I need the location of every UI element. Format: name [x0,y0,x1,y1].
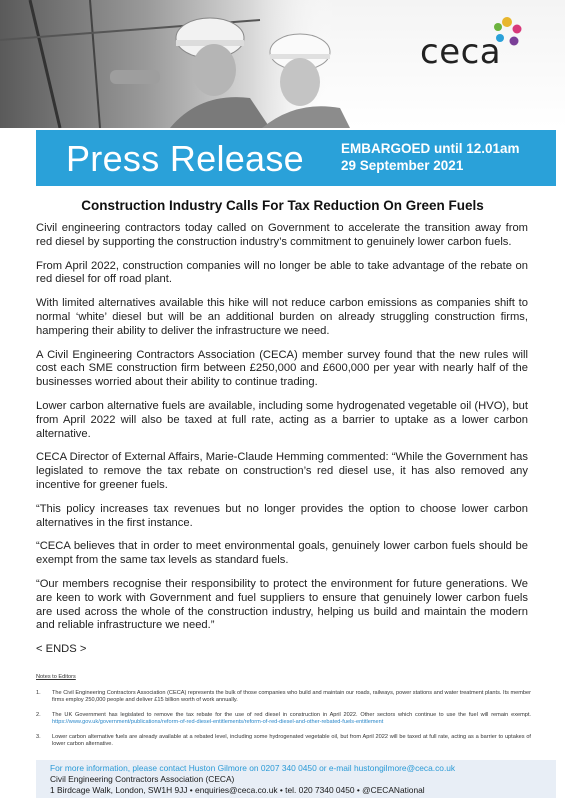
paragraph: Lower carbon alternative fuels are available, including some hydrogenated vegetable oil (HVO), but from April 2022 will also be taxed at full rate, acting as a barrier to uptake as a lower carbon alternative. [36,399,528,440]
press-release-banner [36,130,556,186]
note-number: 1. [36,690,41,696]
note-item [36,734,531,748]
footer-contact[interactable]: For more information, please contact Huston Gilmore on 0207 340 0450 or e-mail hustongilmore@ceca.co.uk [50,763,456,773]
paragraph: With limited alternatives available this hike will not reduce carbon emissions as companies shift to normal ‘white’ diesel but will be an additional burden on already struggling construction firms, hampering their ability to deliver the infrastructure we need. [36,297,528,337]
paragraph: CECA Director of External Affairs, Marie-Claude Hemming commented: “While the Government has legislated to remove the tax rebate on construction’s red diesel use, it has also removed any incentive for greener fuels. [36,451,528,491]
note-number: 3. [36,734,41,740]
footer-address: 1 Birdcage Walk, London, SW1H 9JJ • enquiries@ceca.co.uk • tel. 020 7340 0450 • @CECANational [50,785,425,795]
banner-title: Press Release [66,138,305,179]
note-number: 2. [36,712,41,718]
notes-title: Notes to Editors [36,674,76,680]
logo-text: ceca [420,32,502,72]
note-link[interactable]: https://www.gov.uk/government/publications/reform-of-red-diesel-entitlements/reform-of-red-diesel-and-other-rebated-fuels-entitlement [52,719,384,725]
note-text: Lower carbon alternative fuels are already available at a rebated level, including some hydrogenated vegetable oil, but from April 2022 will be taxed at full rate, acting as a barrier to uptakes of lower carbon alternative. [52,734,531,747]
note-item [36,712,531,726]
note-item [36,690,531,704]
headline: Construction Industry Calls For Tax Reduction On Green Fuels [81,198,484,213]
embargo-line-2: 29 September 2021 [341,158,464,173]
paragraph: Civil engineering contractors today called on Government to accelerate the transition away from red diesel by supporting the construction industry’s commitment to genuinely lower carbon fuels. [36,222,528,248]
ceca-logo [420,16,540,76]
footer-org: Civil Engineering Contractors Association (CECA) [50,774,235,784]
embargo-notice [341,140,520,174]
notes-to-editors [36,674,531,756]
note-text: The UK Government has legislated to remove the tax rebate for the use of red diesel in construction in April 2022. Other sectors which continue to use the fuel will remain exempt. [52,712,531,718]
ends-marker: < ENDS > [36,643,87,656]
article-body [36,222,528,667]
embargo-line-1: EMBARGOED until 12.01am [341,141,520,156]
note-text: The Civil Engineering Contractors Association (CECA) represents the bulk of those companies who build and maintain our roads, railways, power stations and water treatment plants. Its member firms employ 250,000 people and deliver £15 billion worth of work annually. [52,690,531,703]
paragraph: “This policy increases tax revenues but no longer provides the option to choose lower carbon alternatives in the first instance. [36,502,528,529]
paragraph: From April 2022, construction companies will no longer be able to take advantage of the rebate on red diesel for off road plant. [36,259,528,286]
paragraph: A Civil Engineering Contractors Association (CECA) member survey found that the new rules will cost each SME construction firm between £250,000 and £600,000 per year with nearly half of the businesses worried about their ability to continue trading. [36,348,528,389]
paragraph: “Our members recognise their responsibility to protect the environment for future generations. We are keen to work with Government and fuel suppliers to ensure that genuinely lower carbon fuels are used across the whole of the construction industry, helping us build and maintain the modern and reliable infrastructure we need.” [36,577,528,632]
paragraph: “CECA believes that in order to meet environmental goals, genuinely lower carbon fuels should be exempt from the same tax levels as standard fuels. [36,540,528,567]
footer-contact-box [36,760,556,798]
